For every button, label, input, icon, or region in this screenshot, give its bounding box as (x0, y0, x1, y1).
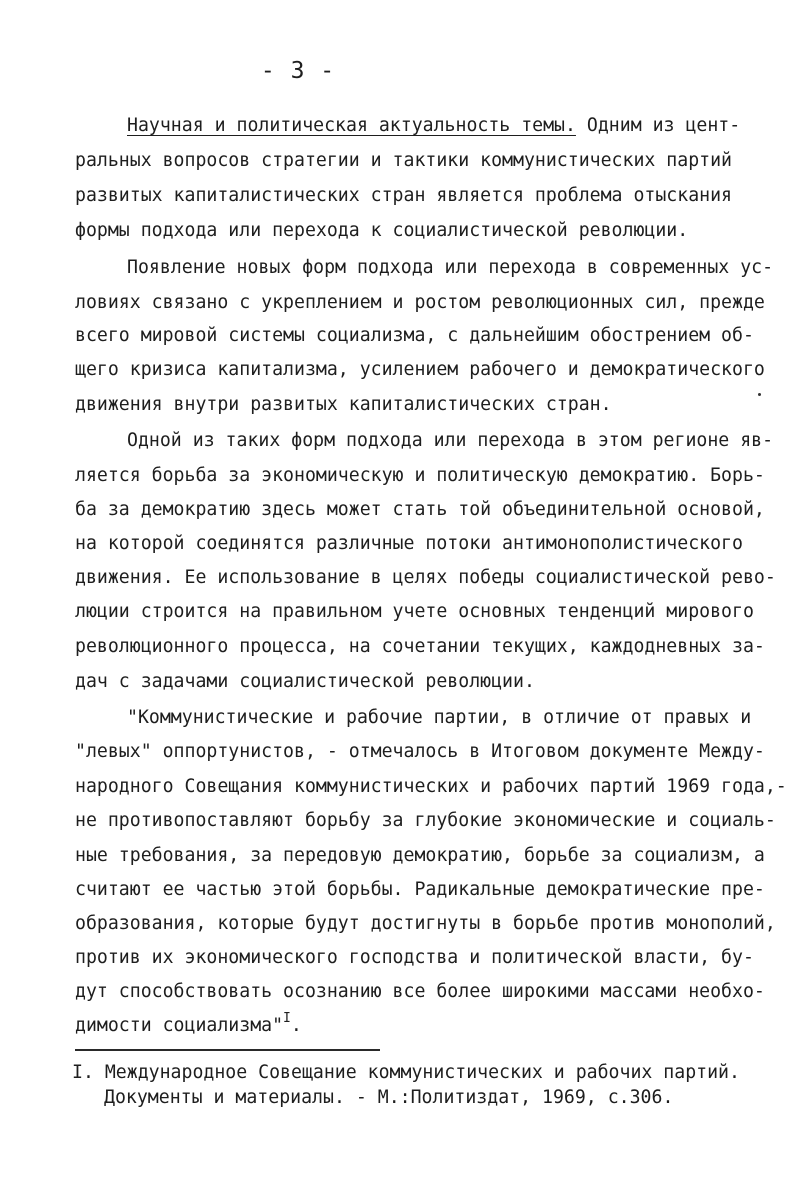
section-heading: Научная и политическая актуальность темы. (127, 115, 576, 136)
paragraph-3-line-5: движения. Ее использование в целях победы социалистической рево- (75, 567, 776, 588)
paragraph-1-line-4: формы подхода или перехода к социалистической революции. (75, 220, 689, 241)
paragraph-4-line-3: народного Совещания коммунистических и рабочих партий 1969 года,- (75, 776, 787, 797)
paragraph-4-line-1: "Коммунистические и рабочие партии, в отличие от правых и (127, 707, 752, 728)
paragraph-4-line-4: не противопоставляют борьбу за глубокие экономические и социаль- (75, 810, 776, 831)
page-number: - 3 - (260, 58, 336, 84)
paragraph-4-line-10-end: . (290, 1015, 302, 1036)
footnote-marker: I (283, 1011, 291, 1026)
paragraph-2-line-1: Появление новых форм подхода или перехода в современных ус- (127, 257, 774, 278)
paragraph-4-line-9: дут способствовать осознанию все более широкими массами необхо- (75, 981, 765, 1002)
footnote-line-2: Документы и материалы. - М.:Политиздат, 1969, с.306. (104, 1087, 674, 1108)
paragraph-1-line-1 (127, 114, 740, 138)
paragraph-2-line-3: всего мировой системы социализма, с дальнейшим обострением об- (75, 325, 754, 346)
paragraph-4-line-8: против их экономического господства и политической власти, бу- (75, 947, 754, 968)
paragraph-3-line-1: Одной из таких форм подхода или перехода в этом регионе яв- (127, 430, 774, 451)
paragraph-3-line-7: революционного процесса, на сочетании текущих, каждодневных за- (75, 636, 765, 657)
paragraph-4-line-2: "левых" оппортунистов, - отмечалось в Итоговом документе Между- (75, 741, 765, 762)
paragraph-2-line-4: щего кризиса капитализма, усилением рабочего и демократического (75, 359, 765, 380)
paragraph-2-line-2: ловиях связано с укреплением и ростом революционных сил, прежде (75, 292, 765, 313)
footnote-separator (75, 1049, 380, 1051)
paragraph-1-line-3: развитых капиталистических стран является проблема отыскания (75, 185, 732, 206)
paragraph-1-line-1-text: Одним из цент- (575, 115, 741, 136)
paragraph-4-line-10 (75, 1011, 302, 1040)
paragraph-4-line-7: образования, которые будут достигнуты в борьбе против монополий, (75, 913, 776, 934)
stray-dot-mark (758, 393, 761, 396)
paragraph-3-line-8: дач с задачами социалистической революции. (75, 671, 535, 692)
paragraph-3-line-3: ба за демократию здесь может стать той объединительной основой, (75, 499, 765, 520)
footnote-line-1: I. Международное Совещание коммунистических и рабочих партий. (72, 1062, 740, 1083)
paragraph-3-line-4: на которой соединятся различные потоки антимонополистического (75, 533, 743, 554)
paragraph-3-line-6: люции строится на правильном учете основных тенденций мирового (75, 601, 754, 622)
paragraph-4-line-5: ные требования, за передовую демократию, борьбе за социализм, а (75, 845, 765, 866)
paragraph-2-line-5: движения внутри развитых капиталистических стран. (75, 394, 612, 415)
paragraph-1-line-2: ральных вопросов стратегии и тактики коммунистических партий (75, 150, 732, 171)
paragraph-3-line-2: ляется борьба за экономическую и политическую демократию. Борь- (75, 465, 765, 486)
paragraph-4-line-6: считают ее частью этой борьбы. Радикальные демократические пре- (75, 879, 765, 900)
paragraph-4-line-10-text: димости социализма" (75, 1015, 284, 1036)
